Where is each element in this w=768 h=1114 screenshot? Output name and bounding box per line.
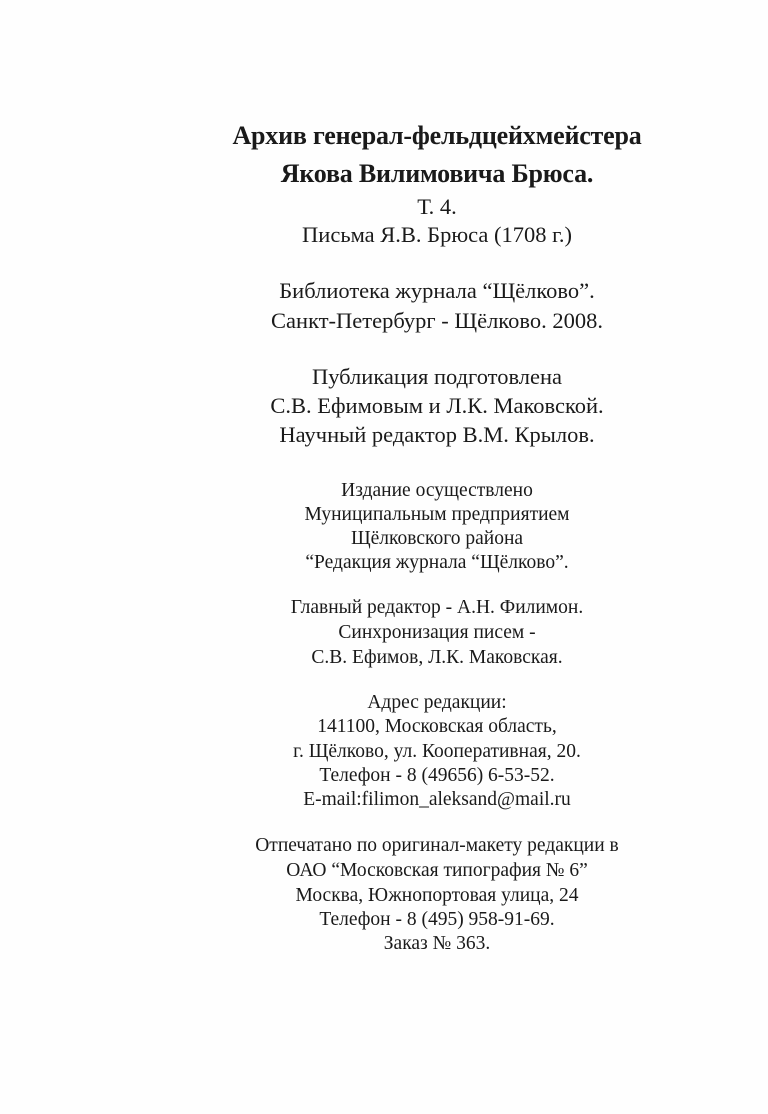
- credits-line-3: Научный редактор В.М. Крылов.: [279, 422, 595, 447]
- editors-line-2: Синхронизация писем -: [338, 622, 536, 643]
- address-line-1: Адрес редакции:: [367, 692, 507, 713]
- address-line-3: г. Щёлково, ул. Кооперативная, 20.: [293, 741, 581, 762]
- credits-line-1: Публикация подготовлена: [311, 364, 563, 389]
- editors-line-1: Главный редактор - А.Н. Филимон.: [290, 597, 584, 618]
- publisher-line-4: “Редакция журнала “Щёлково”.: [305, 552, 569, 573]
- printing-line-3: Москва, Южнопортовая улица, 24: [295, 885, 579, 906]
- publisher-line-2: Муниципальным предприятием: [304, 504, 570, 525]
- publisher-line-3: Щёлковского района: [350, 528, 524, 549]
- order-number: Заказ № 363.: [383, 933, 491, 954]
- editors-line-3: С.В. Ефимов, Л.К. Маковская.: [311, 647, 563, 668]
- printing-line-4: Телефон - 8 (495) 958-91-69.: [319, 909, 555, 930]
- printing-line-1: Отпечатано по оригинал-макету редакции в: [255, 835, 619, 856]
- credits-line-2: С.В. Ефимовым и Л.К. Маковской.: [270, 393, 604, 418]
- volume-number: Т. 4.: [417, 194, 457, 219]
- volume-subtitle: Письма Я.В. Брюса (1708 г.): [302, 222, 572, 247]
- series-line-1: Библиотека журнала “Щёлково”.: [279, 278, 595, 303]
- address-email: E-mail:filimon_aleksand@mail.ru: [303, 789, 571, 810]
- printing-line-2: ОАО “Московская типография № 6”: [286, 860, 588, 881]
- book-title-line-1: Архив генерал-фельдцейхмейстера: [232, 121, 642, 150]
- address-line-4: Телефон - 8 (49656) 6-53-52.: [319, 765, 555, 786]
- book-title-line-2: Якова Вилимовича Брюса.: [280, 159, 594, 188]
- publisher-line-1: Издание осуществлено: [341, 480, 533, 501]
- address-line-2: 141100, Московская область,: [317, 716, 557, 737]
- series-line-2: Санкт-Петербург - Щёлково. 2008.: [271, 308, 603, 333]
